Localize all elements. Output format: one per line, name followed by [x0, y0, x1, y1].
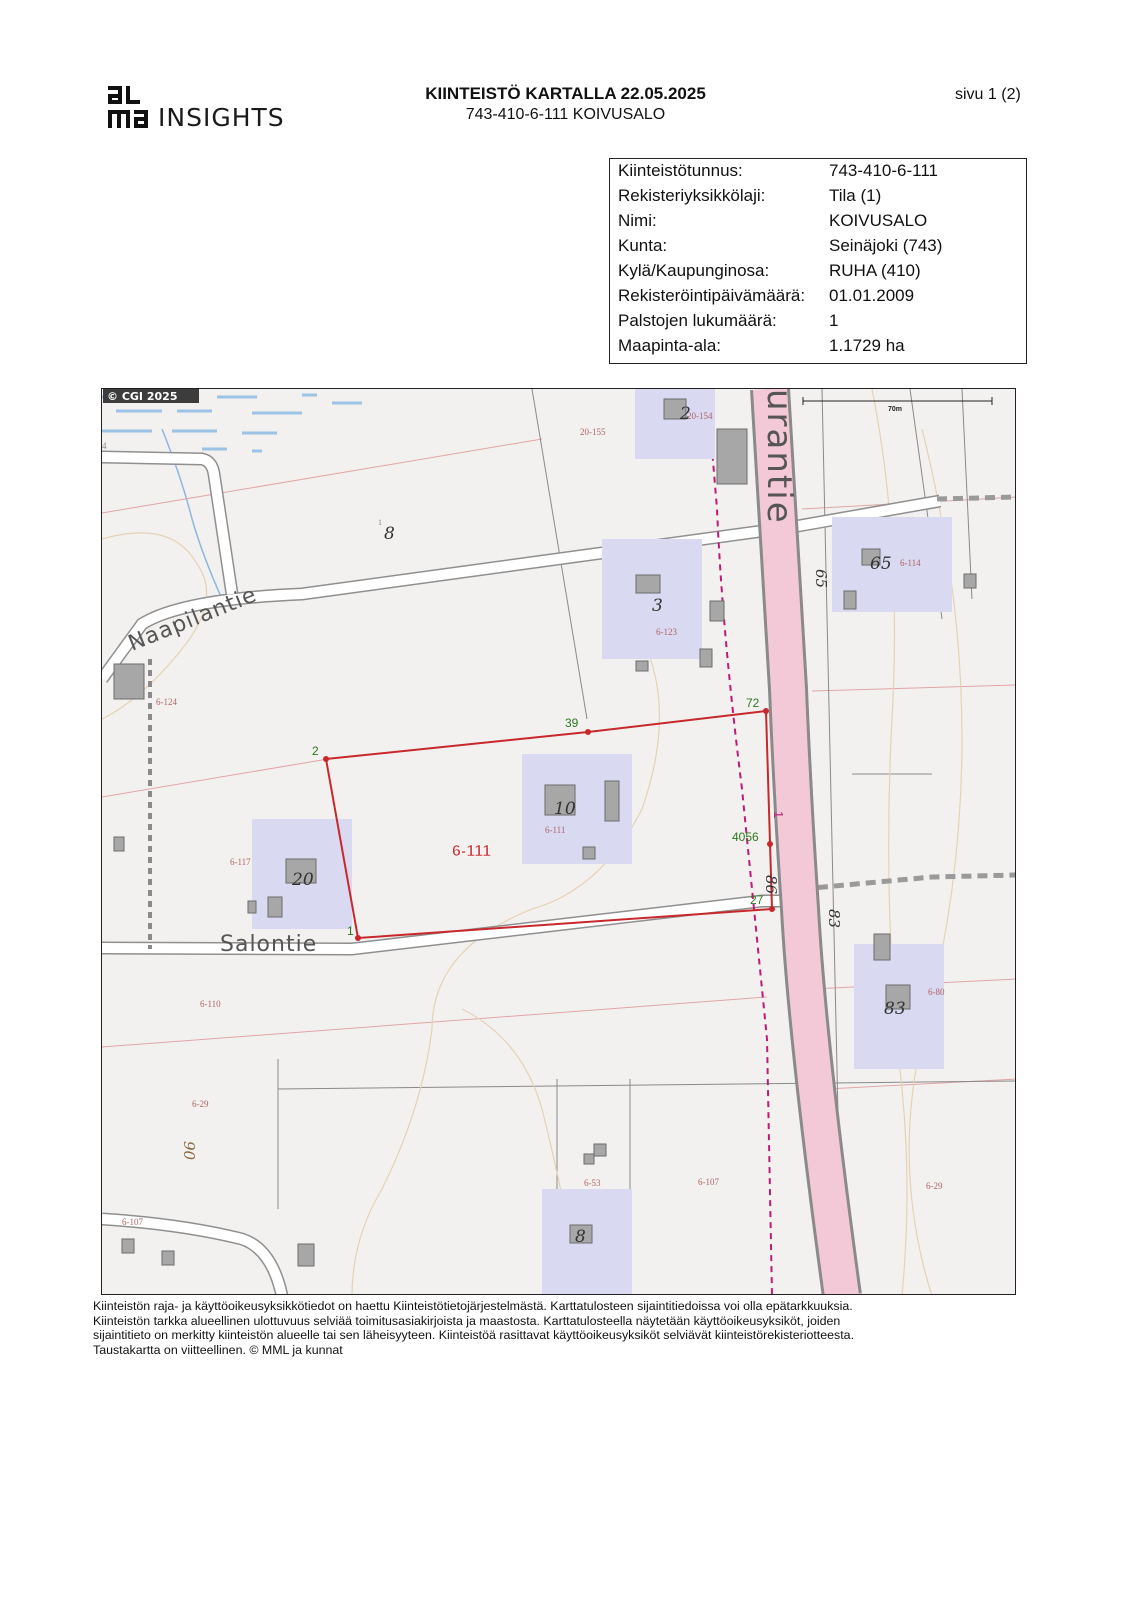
road-number: 86	[762, 875, 780, 895]
info-row	[610, 334, 1026, 359]
boundary-point-label: 1	[347, 924, 354, 938]
copyright-badge	[103, 389, 199, 403]
lot-id: 6-114	[900, 558, 921, 568]
info-row	[610, 209, 1026, 234]
road-naapilantie	[102, 457, 940, 679]
lot-id: 6-117	[230, 857, 251, 867]
house-number: 3	[652, 596, 663, 616]
disclaimer-line: Kiinteistön raja- ja käyttöoikeusyksikkötiedot on haettu Kiinteistötietojärjestelmästä. Karttatulosteen sijaintitiedoissa voi olla epätarkkuuksia.	[93, 1299, 853, 1313]
info-label: Kunta:	[618, 236, 668, 255]
border-marker-label: 1	[771, 811, 786, 819]
lot-id: 6-53	[584, 1178, 601, 1188]
corner-label: 4	[102, 441, 107, 451]
info-row	[610, 234, 1026, 259]
map-canvas	[102, 389, 1016, 1295]
lot-id: 6-110	[200, 999, 221, 1009]
info-row	[610, 309, 1026, 334]
page-title: KIINTEISTÖ KARTALLA 22.05.2025	[425, 84, 706, 103]
info-value: 01.01.2009	[829, 286, 915, 305]
info-value: 743-410-6-111	[829, 161, 939, 180]
boundary-point-label: 4056	[732, 830, 759, 844]
road-salontie	[102, 901, 792, 1295]
road-label-salontie: Salontie	[220, 932, 318, 957]
page-number: sivu 1 (2)	[955, 86, 1021, 103]
lot-id: 6-107	[698, 1177, 719, 1187]
lot-id: 6-107	[122, 1217, 143, 1227]
info-value: RUHA (410)	[829, 261, 921, 280]
info-row	[610, 284, 1026, 309]
house-number: 8	[575, 1227, 586, 1247]
logo-text: INSIGHTS	[158, 103, 285, 132]
lot-id: 6-111	[545, 825, 566, 835]
lot-id: 6-123	[656, 627, 677, 637]
scale-label: 70m	[888, 406, 903, 413]
lot-id: 20-155	[580, 427, 606, 437]
house-number: 20	[292, 870, 314, 890]
lot-id: 6-80	[928, 987, 945, 997]
house-number: 8	[384, 524, 395, 544]
road-label-naapilantie: Naapilantie	[124, 582, 261, 657]
info-value: 1	[829, 311, 839, 330]
road-label-main: urantie	[759, 389, 799, 525]
building-areas	[252, 389, 952, 1295]
info-row	[610, 159, 1026, 184]
disclaimer-line: Kiinteistön tarkka alueellinen ulottuvuus selviää toimitusasiakirjoista ja maastosta. Karttatulosteella näytetään käyttöoikeusyksiköt, joiden	[93, 1313, 841, 1328]
boundary-point-label: 27	[750, 893, 764, 907]
house-number: 2	[680, 404, 691, 424]
svg-text:© CGI 2025: © CGI 2025	[107, 390, 178, 403]
info-label: Kylä/Kaupunginosa:	[618, 261, 770, 280]
disclaimer	[93, 1299, 1033, 1357]
info-label: Maapinta-ala:	[618, 336, 722, 355]
disclaimer-line: Taustakartta on viitteellinen. © MML ja kunnat	[93, 1342, 343, 1357]
parcel-id-label: 6-111	[452, 843, 492, 860]
lot-id: 6-29	[926, 1181, 943, 1191]
boundary-point-label: 72	[746, 696, 760, 710]
info-value: 1.1729 ha	[829, 336, 905, 355]
house-number: 83	[884, 999, 906, 1019]
info-value: Seinäjoki (743)	[829, 236, 943, 255]
info-row	[610, 184, 1026, 209]
info-value: Tila (1)	[829, 186, 882, 205]
boundary-point-label: 39	[565, 716, 579, 730]
info-label: Nimi:	[618, 211, 657, 230]
house-number: 10	[554, 799, 576, 819]
house-number: 65	[870, 554, 892, 574]
info-label: Kiinteistötunnus:	[618, 161, 743, 180]
info-value: KOIVUSALO	[829, 211, 928, 230]
road-number: 90	[180, 1141, 198, 1161]
lot-id: 6-124	[156, 697, 177, 707]
info-label: Palstojen lukumäärä:	[618, 311, 777, 330]
disclaimer-line: sijaintitieto on merkitty kiinteistön alueelle tai sen läheisyyteen. Kiinteistöä rasittavat käyttöoikeusyksiköt selviävät kiinteistörekisteriotteesta.	[93, 1328, 855, 1343]
road-number: 65	[812, 569, 830, 589]
boundary-point-label: 2	[312, 744, 319, 758]
water-marks	[102, 395, 362, 451]
page-subtitle: 743-410-6-111 KOIVUSALO	[465, 106, 666, 123]
info-label: Rekisteröintipäivämäärä:	[618, 286, 806, 305]
road-number: 83	[825, 909, 843, 929]
property-map	[101, 388, 1016, 1295]
lot-id: 20-154	[687, 411, 713, 421]
corner-label-small: 1	[378, 518, 382, 527]
info-row	[610, 259, 1026, 284]
lot-id: 6-29	[192, 1099, 209, 1109]
info-label: Rekisteriyksikkölaji:	[618, 186, 766, 205]
scale-bar	[803, 397, 992, 413]
property-info-table	[609, 158, 1027, 364]
